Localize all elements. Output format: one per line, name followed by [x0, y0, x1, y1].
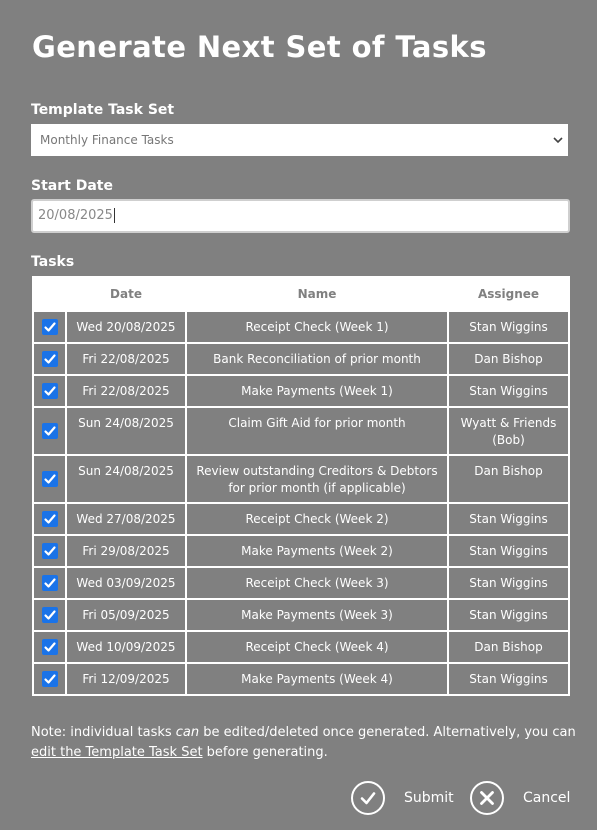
task-name: Review outstanding Creditors & Debtors for prior month (if applicable): [186, 455, 448, 503]
task-checkbox[interactable]: [42, 471, 58, 487]
start-date-value: 20/08/2025: [38, 208, 113, 223]
task-date: Fri 22/08/2025: [66, 375, 186, 407]
task-checkbox[interactable]: [42, 319, 58, 335]
task-checkbox[interactable]: [42, 639, 58, 655]
task-assignee: Stan Wiggins: [448, 599, 569, 631]
task-name: Make Payments (Week 4): [186, 663, 448, 695]
task-name: Receipt Check (Week 3): [186, 567, 448, 599]
task-row: [33, 375, 569, 407]
task-name: Receipt Check (Week 4): [186, 631, 448, 663]
task-date: Wed 03/09/2025: [66, 567, 186, 599]
tasks-table: [32, 276, 570, 696]
header-date: Date: [66, 277, 186, 311]
task-assignee: Dan Bishop: [448, 343, 569, 375]
task-select-cell: [33, 535, 66, 567]
dialog-title: Generate Next Set of Tasks: [32, 30, 487, 64]
submit-button[interactable]: [351, 781, 454, 815]
template-task-set-value: Monthly Finance Tasks: [40, 133, 174, 147]
task-select-cell: [33, 567, 66, 599]
task-row: [33, 503, 569, 535]
task-name: Bank Reconciliation of prior month: [186, 343, 448, 375]
task-name: Make Payments (Week 2): [186, 535, 448, 567]
task-name: Receipt Check (Week 1): [186, 311, 448, 343]
task-checkbox[interactable]: [42, 671, 58, 687]
task-date: Fri 12/09/2025: [66, 663, 186, 695]
task-date: Fri 22/08/2025: [66, 343, 186, 375]
task-select-cell: [33, 631, 66, 663]
tasks-body: [33, 311, 569, 695]
task-select-cell: [33, 663, 66, 695]
tasks-label: Tasks: [31, 254, 75, 270]
task-assignee: Stan Wiggins: [448, 375, 569, 407]
task-date: Sun 24/08/2025: [66, 407, 186, 455]
tasks-header-row: [33, 277, 569, 311]
task-row: [33, 631, 569, 663]
task-assignee: Stan Wiggins: [448, 535, 569, 567]
cancel-label: Cancel: [523, 790, 571, 806]
task-assignee: Stan Wiggins: [448, 503, 569, 535]
header-name: Name: [186, 277, 448, 311]
task-assignee: Wyatt & Friends (Bob): [448, 407, 569, 455]
task-row: [33, 599, 569, 631]
task-date: Sun 24/08/2025: [66, 455, 186, 503]
edit-template-link[interactable]: edit the Template Task Set: [31, 745, 203, 760]
task-row: [33, 663, 569, 695]
task-checkbox[interactable]: [42, 575, 58, 591]
task-row: [33, 535, 569, 567]
submit-label: Submit: [404, 790, 454, 806]
note-suffix: before generating.: [202, 745, 328, 760]
task-row: [33, 455, 569, 503]
note-text: [31, 723, 576, 763]
task-assignee: Stan Wiggins: [448, 311, 569, 343]
header-assignee: Assignee: [448, 277, 569, 311]
cancel-button[interactable]: [470, 781, 570, 815]
task-name: Claim Gift Aid for prior month: [186, 407, 448, 455]
header-select: [33, 277, 66, 311]
task-select-cell: [33, 311, 66, 343]
task-row: [33, 567, 569, 599]
template-task-set-select[interactable]: [31, 124, 568, 156]
task-name: Make Payments (Week 1): [186, 375, 448, 407]
chevron-down-icon: [552, 124, 564, 156]
task-assignee: Dan Bishop: [448, 455, 569, 503]
task-assignee: Dan Bishop: [448, 631, 569, 663]
note-prefix: Note: individual tasks: [31, 725, 176, 740]
task-assignee: Stan Wiggins: [448, 663, 569, 695]
task-select-cell: [33, 343, 66, 375]
task-row: [33, 343, 569, 375]
task-assignee: Stan Wiggins: [448, 567, 569, 599]
start-date-label: Start Date: [31, 178, 113, 194]
task-select-cell: [33, 503, 66, 535]
note-emphasis: can: [175, 725, 200, 740]
task-select-cell: [33, 599, 66, 631]
task-date: Wed 20/08/2025: [66, 311, 186, 343]
start-date-input[interactable]: [31, 199, 570, 233]
text-caret: [114, 208, 115, 223]
task-checkbox[interactable]: [42, 351, 58, 367]
check-circle-icon: [351, 781, 385, 815]
task-name: Make Payments (Week 3): [186, 599, 448, 631]
task-select-cell: [33, 455, 66, 503]
task-date: Wed 27/08/2025: [66, 503, 186, 535]
task-checkbox[interactable]: [42, 543, 58, 559]
note-middle: be edited/deleted once generated. Alternatively, you can: [199, 725, 576, 740]
task-checkbox[interactable]: [42, 383, 58, 399]
task-date: Wed 10/09/2025: [66, 631, 186, 663]
task-row: [33, 407, 569, 455]
task-checkbox[interactable]: [42, 607, 58, 623]
task-name: Receipt Check (Week 2): [186, 503, 448, 535]
task-select-cell: [33, 375, 66, 407]
task-select-cell: [33, 407, 66, 455]
task-date: Fri 05/09/2025: [66, 599, 186, 631]
task-row: [33, 311, 569, 343]
template-task-set-label: Template Task Set: [31, 102, 175, 118]
task-date: Fri 29/08/2025: [66, 535, 186, 567]
task-checkbox[interactable]: [42, 423, 58, 439]
task-checkbox[interactable]: [42, 511, 58, 527]
x-circle-icon: [470, 781, 504, 815]
